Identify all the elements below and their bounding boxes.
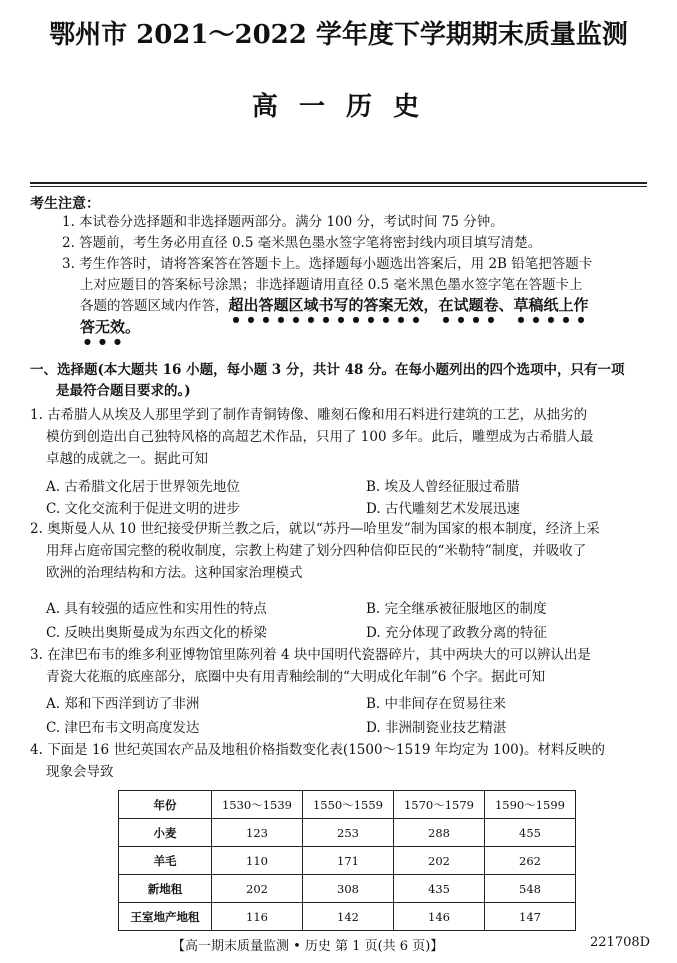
notice-line-2: 2. 答题前，考生务必用直径 0.5 毫米黑色墨水签字笔将密封线内项目填写清楚。: [62, 235, 542, 251]
table-cell: 110: [212, 847, 303, 875]
q4-stem-2: 现象会导致: [46, 764, 114, 780]
table-row: [119, 819, 576, 847]
q2-option-d: D. 充分体现了政教分离的特征: [366, 625, 547, 641]
table-row: [119, 847, 576, 875]
table-header-row: [119, 791, 576, 819]
notice-heading: 考生注意：: [30, 196, 100, 212]
q1-option-b: B. 埃及人曾经征服过希腊: [366, 479, 520, 495]
section-heading: 一、选择题(本大题共 16 小题，每小题 3 分，共计 48 分。在每小题列出的四个选项中，只有一项: [30, 362, 625, 378]
q2-stem-3: 欧洲的治理结构和方法。这种国家治理模式: [46, 565, 303, 581]
table-cell: 262: [485, 847, 576, 875]
paper-code: 221708D: [590, 935, 651, 950]
q1-option-a: A. 古希腊文化居于世界领先地位: [46, 479, 240, 495]
table-cell: 147: [485, 903, 576, 931]
table-cell: 新地租: [119, 875, 212, 903]
table-cell: 王室地产地租: [119, 903, 212, 931]
price-index-table: [118, 790, 576, 931]
q3-stem-2: 青瓷大花瓶的底座部分，底圈中央有用青釉绘制的“大明成化年制”6 个字。据此可知: [46, 669, 546, 685]
divider-line: [30, 182, 647, 184]
table-row: [119, 875, 576, 903]
subject-title: 高 一 历 史: [251, 92, 426, 122]
q2-option-a: A. 具有较强的适应性和实用性的特点: [46, 601, 267, 617]
q1-stem-2: 模仿到创造出自己独特风格的高超艺术作品，只用了 100 多年。此后，雕塑成为古希腊人最: [46, 429, 594, 445]
q3-option-c: C. 津巴布韦文明高度发达: [46, 720, 200, 736]
notice-line-3d: [80, 317, 140, 346]
q4-stem-1: 4. 下面是 16 世纪英国农产品及地租价格指数变化表(1500～1519 年均定为 100)。材料反映的: [30, 742, 606, 758]
table-cell: 435: [394, 875, 485, 903]
table-cell: 116: [212, 903, 303, 931]
q1-stem-3: 卓越的成就之一。据此可知: [46, 451, 208, 467]
section-heading-cont: 是最符合题目要求的。): [56, 383, 191, 399]
table-cell: 202: [394, 847, 485, 875]
table-cell: 142: [303, 903, 394, 931]
table-header-cell: 1530～1539: [212, 791, 303, 819]
table-cell: 小麦: [119, 819, 212, 847]
divider-line: [30, 186, 647, 187]
table-header-cell: 年份: [119, 791, 212, 819]
table-cell: 308: [303, 875, 394, 903]
notice-line-3a: 3. 考生作答时，请将答案答在答题卡上。选择题每小题选出答案后，用 2B 铅笔把答题卡: [62, 256, 593, 272]
exam-title: 鄂州市 2021～2022 学年度下学期期末质量监测: [49, 20, 628, 50]
q3-option-d: D. 非洲制瓷业技艺精湛: [366, 720, 507, 736]
q2-stem-2: 用拜占庭帝国完整的税收制度，宗教上构建了划分四种信仰臣民的“米勒特”制度，并吸收了: [46, 543, 587, 559]
table-row: [119, 903, 576, 931]
q2-option-b: B. 完全继承被征服地区的制度: [366, 601, 547, 617]
notice-line-3c-text: 各题的答题区域内作答，: [80, 298, 229, 314]
table-header-cell: 1590～1599: [485, 791, 576, 819]
table-cell: 146: [394, 903, 485, 931]
notice-line-3b: 上对应题目的答案标号涂黑；非选择题请用直径 0.5 毫米黑色墨水签字笔在答题卡上: [80, 277, 583, 293]
q3-option-b: B. 中非间存在贸易往来: [366, 696, 507, 712]
notice-emphasis-end: 答无效。: [80, 318, 141, 336]
table-cell: 288: [394, 819, 485, 847]
q3-option-a: A. 郑和下西洋到访了非洲: [46, 696, 200, 712]
table-cell: 455: [485, 819, 576, 847]
table-cell: 羊毛: [119, 847, 212, 875]
q1-option-c: C. 文化交流利于促进文明的进步: [46, 501, 240, 517]
q1-stem-1: 1. 古希腊人从埃及人那里学到了制作青铜铸像、雕刻石像和用石料进行建筑的工艺，从拙劣的: [30, 407, 588, 423]
table-cell: 171: [303, 847, 394, 875]
table-cell: 202: [212, 875, 303, 903]
notice-emphasis: 超出答题区域书写的答案无效，在试题卷、草稿纸上作: [228, 296, 589, 314]
q2-stem-1: 2. 奥斯曼人从 10 世纪接受伊斯兰教之后，就以“苏丹—哈里发”制为国家的根本制度，经济上采: [30, 521, 600, 537]
q2-option-c: C. 反映出奥斯曼成为东西文化的桥梁: [46, 625, 267, 641]
table-header-cell: 1550～1559: [303, 791, 394, 819]
table-cell: 548: [485, 875, 576, 903]
table-cell: 123: [212, 819, 303, 847]
page-footer: 【高一期末质量监测 • 历史 第 1 页(共 6 页)】: [172, 939, 444, 954]
table-cell: 253: [303, 819, 394, 847]
table-header-cell: 1570～1579: [394, 791, 485, 819]
notice-line-1: 1. 本试卷分选择题和非选择题两部分。满分 100 分，考试时间 75 分钟。: [62, 214, 504, 230]
q1-option-d: D. 古代雕刻艺术发展迅速: [366, 501, 520, 517]
q3-stem-1: 3. 在津巴布韦的维多利亚博物馆里陈列着 4 块中国明代瓷器碎片，其中两块大的可以辨认出是: [30, 647, 591, 663]
notice-line-3c: [80, 295, 589, 324]
